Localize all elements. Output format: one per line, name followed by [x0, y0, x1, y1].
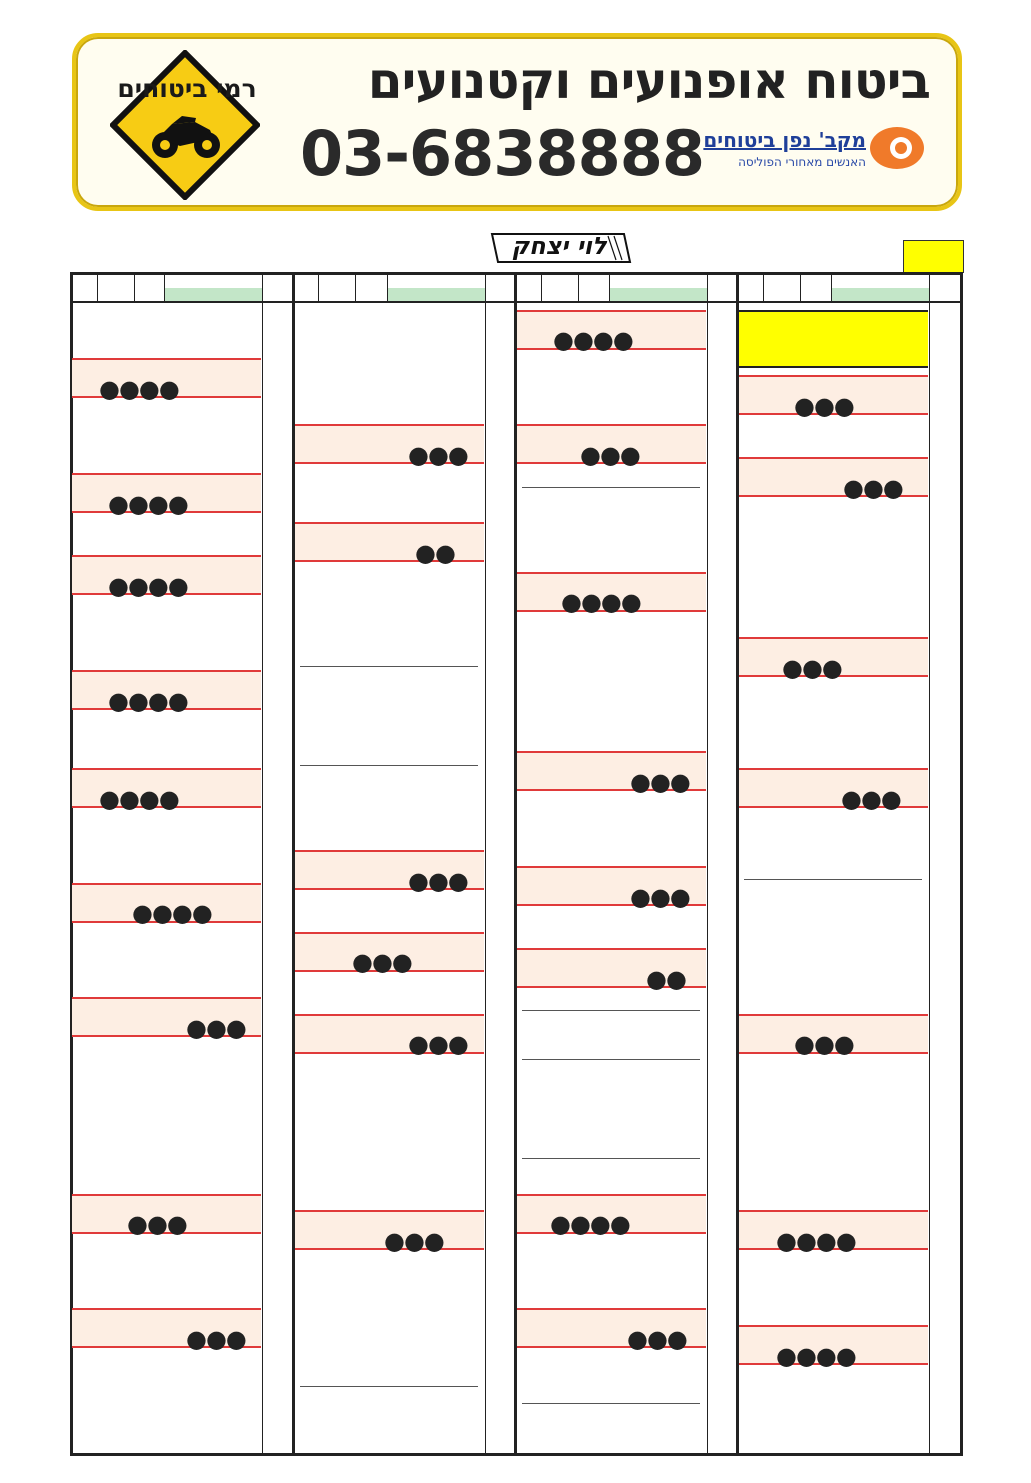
column-header	[517, 272, 737, 303]
dots-marker: ●●●	[384, 1227, 444, 1255]
dots-marker: ●●●	[408, 441, 468, 469]
dots-marker: ●●●●	[550, 1210, 630, 1238]
dots-marker: ●●●●	[99, 785, 179, 813]
brand-tagline: האנשים מאחורי הפוליסה	[738, 155, 866, 169]
yellow-marker-box	[903, 240, 964, 273]
dots-marker: ●●●●	[776, 1342, 856, 1370]
divider-line	[522, 1403, 700, 1404]
divider-line	[744, 879, 922, 880]
highlighted-row	[295, 522, 484, 562]
dots-marker: ●●	[646, 965, 686, 993]
dots-marker: ●●●●	[553, 326, 633, 354]
sheet-column-4	[739, 272, 961, 1456]
sheet-column-1	[72, 272, 293, 1456]
dots-marker: ●●●	[186, 1014, 246, 1042]
dots-marker: ●●●●	[99, 375, 179, 403]
yellow-highlight-block	[739, 310, 928, 368]
column-header	[72, 272, 293, 303]
banner-headline: ביטוח אופנועים וקטנועים	[367, 52, 930, 110]
divider-line	[522, 1059, 700, 1060]
dots-marker: ●●●	[127, 1210, 187, 1238]
divider-line	[300, 765, 478, 766]
dots-marker: ●●●	[841, 785, 901, 813]
dots-marker: ●●●	[186, 1325, 246, 1353]
divider-line	[522, 1010, 700, 1011]
brand-name: מקב' נפן ביטוחים	[703, 128, 866, 152]
dots-marker: ●●●●	[108, 572, 188, 600]
dots-marker: ●●●●	[776, 1227, 856, 1255]
divider-line	[300, 1386, 478, 1387]
dots-marker: ●●●	[408, 867, 468, 895]
dots-marker: ●●●	[794, 1030, 854, 1058]
dots-marker: ●●●●	[132, 899, 212, 927]
banner-phone: 03-6838888	[300, 117, 704, 190]
brand-logo-icon	[868, 124, 926, 172]
dots-marker: ●●●	[630, 768, 690, 796]
dots-marker: ●●●	[630, 883, 690, 911]
dots-marker: ●●●	[782, 654, 842, 682]
dots-marker: ●●●	[408, 1030, 468, 1058]
divider-line	[300, 666, 478, 667]
divider-line	[522, 487, 700, 488]
motorcycle-warning-sign-icon	[110, 50, 260, 200]
dots-marker: ●●●●	[561, 588, 641, 616]
title-stamp-text: לוי יצחק	[511, 232, 607, 260]
column-header	[295, 272, 515, 303]
dots-marker: ●●●●	[108, 490, 188, 518]
dots-marker: ●●●	[627, 1325, 687, 1353]
dots-marker: ●●●●	[108, 687, 188, 715]
dots-marker: ●●●	[794, 392, 854, 420]
dots-marker: ●●●	[843, 474, 903, 502]
column-header	[739, 272, 961, 303]
dots-marker: ●●●	[580, 441, 640, 469]
divider-line	[522, 1158, 700, 1159]
sign-brand-text: רמי ביטוחים	[117, 74, 257, 103]
dots-marker: ●●	[415, 539, 455, 567]
dots-marker: ●●●	[352, 948, 412, 976]
